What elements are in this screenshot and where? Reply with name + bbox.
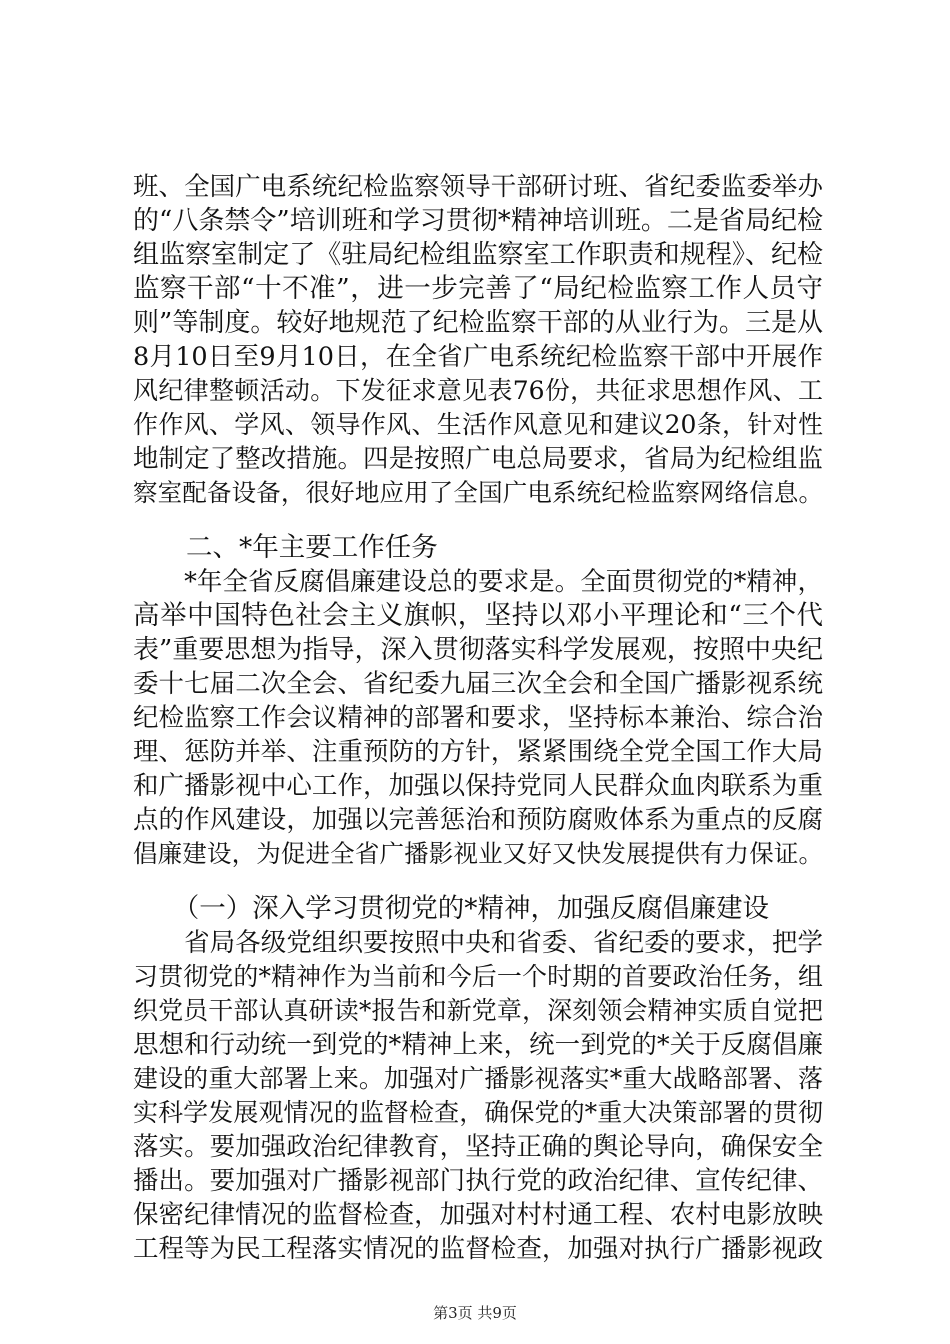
- section-heading: 二、*年主要工作任务: [133, 532, 438, 563]
- paragraph-line: 思想和行动统一到党的*精神上来，统一到党的*关于反腐倡廉: [133, 1030, 823, 1060]
- paragraph-line: 表”重要思想为指导，深入贯彻落实科学发展观，按照中央纪: [133, 635, 823, 665]
- paragraph-line: 风纪律整顿活动。下发征求意见表76份，共征求思想作风、工: [133, 376, 823, 405]
- paragraph-line: 则”等制度。较好地规范了纪检监察干部的从业行为。三是从: [133, 308, 823, 338]
- paragraph-line: 作作风、学风、领导作风、生活作风意见和建议20条，针对性: [133, 410, 823, 439]
- page-indicator: 第3页 共9页: [433, 1304, 517, 1322]
- paragraph-line: 省局各级党组织要按照中央和省委、省纪委的要求，把学: [133, 928, 823, 958]
- paragraph-line: 的“八条禁令”培训班和学习贯彻*精神培训班。二是省局纪检: [133, 206, 823, 236]
- paragraph-line: 建设的重大部署上来。加强对广播影视落实*重大战略部署、落: [133, 1064, 823, 1093]
- paragraph-line: 织党员干部认真研读*报告和新党章，深刻领会精神实质自觉把: [133, 996, 823, 1025]
- paragraph-line: 实科学发展观情况的监督检查，确保党的*重大决策部署的贯彻: [133, 1098, 823, 1127]
- paragraph-line: 工程等为民工程落实情况的监督检查，加强对执行广播影视政: [133, 1234, 823, 1264]
- paragraph-line: 组监察室制定了《驻局纪检组监察室工作职责和规程》、纪检: [133, 240, 823, 270]
- paragraph-line: 纪检监察工作会议精神的部署和要求，坚持标本兼治、综合治: [133, 703, 823, 733]
- paragraph-line: 地制定了整改措施。四是按照广电总局要求，省局为纪检组监: [133, 444, 823, 474]
- paragraph-line: 点的作风建设，加强以完善惩治和预防腐败体系为重点的反腐: [133, 805, 823, 835]
- paragraph-line: 监察干部“十不准”，进一步完善了“局纪检监察工作人员守: [133, 273, 823, 304]
- paragraph-line: 委十七届二次全会、省纪委九届三次全会和全国广播影视系统: [133, 669, 823, 699]
- paragraph-line: 理、惩防并举、注重预防的方针，紧紧围绕全党全国工作大局: [133, 737, 823, 767]
- paragraph-line: 习贯彻党的*精神作为当前和今后一个时期的首要政治任务，组: [133, 962, 823, 991]
- subsection-heading: （一）深入学习贯彻党的*精神，加强反腐倡廉建设: [133, 893, 769, 924]
- paragraph-line: 和广播影视中心工作，加强以保持党同人民群众血肉联系为重: [133, 771, 823, 801]
- paragraph-line: 8月10日至9月10日，在全省广电系统纪检监察干部中开展作: [133, 342, 823, 372]
- paragraph-line: 高举中国特色社会主义旗帜，坚持以邓小平理论和“三个代: [133, 600, 823, 631]
- paragraph-line: 倡廉建设，为促进全省广播影视业又好又快发展提供有力保证。: [133, 839, 823, 868]
- paragraph-line: 落实。要加强政治纪律教育，坚持正确的舆论导向，确保安全: [133, 1132, 823, 1162]
- paragraph-line: 班、全国广电系统纪检监察领导干部研讨班、省纪委监委举办: [133, 172, 823, 202]
- paragraph-line: *年全省反腐倡廉建设总的要求是。全面贯彻党的*精神，: [133, 567, 823, 597]
- paragraph-line: 察室配备设备，很好地应用了全国广电系统纪检监察网络信息。: [133, 478, 823, 507]
- paragraph-line: 播出。要加强对广播影视部门执行党的政治纪律、宣传纪律、: [133, 1166, 823, 1196]
- paragraph-line: 保密纪律情况的监督检查，加强对村村通工程、农村电影放映: [133, 1200, 823, 1230]
